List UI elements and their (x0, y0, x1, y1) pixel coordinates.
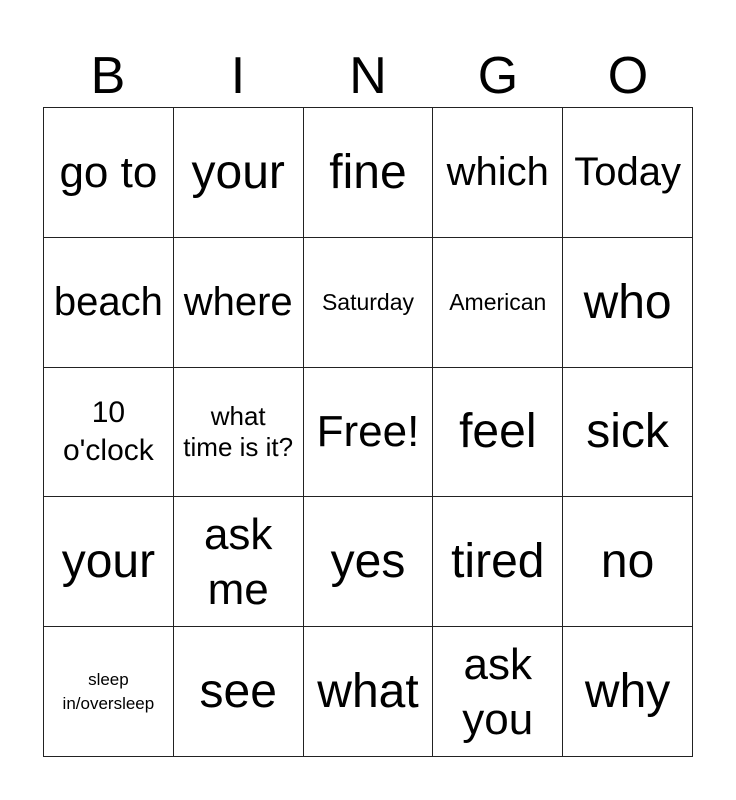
bingo-cell[interactable] (174, 108, 304, 238)
cell-text: ask you (462, 639, 534, 744)
cell-text: Saturday (321, 288, 415, 315)
bingo-cell[interactable] (563, 497, 693, 627)
cell-text: yes (330, 535, 406, 589)
bingo-cell[interactable] (563, 368, 693, 498)
bingo-cell[interactable] (433, 238, 563, 368)
bingo-cell[interactable] (174, 627, 304, 757)
bingo-cell[interactable] (433, 627, 563, 757)
bingo-cell[interactable] (433, 368, 563, 498)
bingo-header (43, 44, 693, 108)
bingo-board (43, 107, 693, 757)
cell-text: beach (53, 280, 163, 325)
cell-text: tired (451, 535, 545, 589)
cell-text: why (584, 665, 671, 718)
bingo-cell[interactable] (174, 497, 304, 627)
header-letter-g: G (477, 47, 519, 105)
free-space-text: Free! (316, 407, 420, 457)
bingo-cell[interactable] (44, 627, 174, 757)
cell-text: fine (329, 145, 407, 199)
cell-text: which (446, 150, 549, 195)
header-letter-o: O (607, 47, 649, 105)
cell-text: see (199, 665, 277, 718)
cell-text: where (183, 280, 293, 325)
bingo-cell[interactable] (174, 238, 304, 368)
cell-text: American (449, 288, 547, 315)
cell-text: no (600, 535, 655, 589)
cell-text: ask me (203, 509, 273, 614)
cell-text: what time is it? (183, 400, 294, 462)
cell-text: sick (586, 405, 669, 459)
cell-text: feel (459, 405, 537, 459)
bingo-cell[interactable] (44, 108, 174, 238)
bingo-cell[interactable] (304, 627, 434, 757)
bingo-cell[interactable] (44, 497, 174, 627)
bingo-cell[interactable] (44, 238, 174, 368)
header-letter-n: N (349, 47, 387, 105)
bingo-cell[interactable] (433, 497, 563, 627)
bingo-cell[interactable] (174, 368, 304, 498)
cell-text: what (317, 665, 419, 718)
cell-text: sleep in/oversleep (62, 669, 155, 713)
free-space-cell[interactable] (304, 368, 434, 498)
bingo-cell[interactable] (563, 627, 693, 757)
cell-text: who (583, 275, 672, 329)
bingo-cell[interactable] (563, 238, 693, 368)
bingo-cell[interactable] (44, 368, 174, 498)
bingo-cell[interactable] (304, 497, 434, 627)
cell-text: your (191, 145, 285, 199)
bingo-cell[interactable] (304, 108, 434, 238)
cell-text: your (61, 535, 156, 589)
bingo-cell[interactable] (433, 108, 563, 238)
cell-text: 10 o'clock (63, 396, 154, 467)
bingo-cell[interactable] (563, 108, 693, 238)
cell-text: Today (574, 150, 681, 195)
header-letter-i: I (230, 47, 246, 105)
cell-text: go to (59, 147, 158, 197)
bingo-cell[interactable] (304, 238, 434, 368)
header-letter-b: B (90, 47, 126, 105)
